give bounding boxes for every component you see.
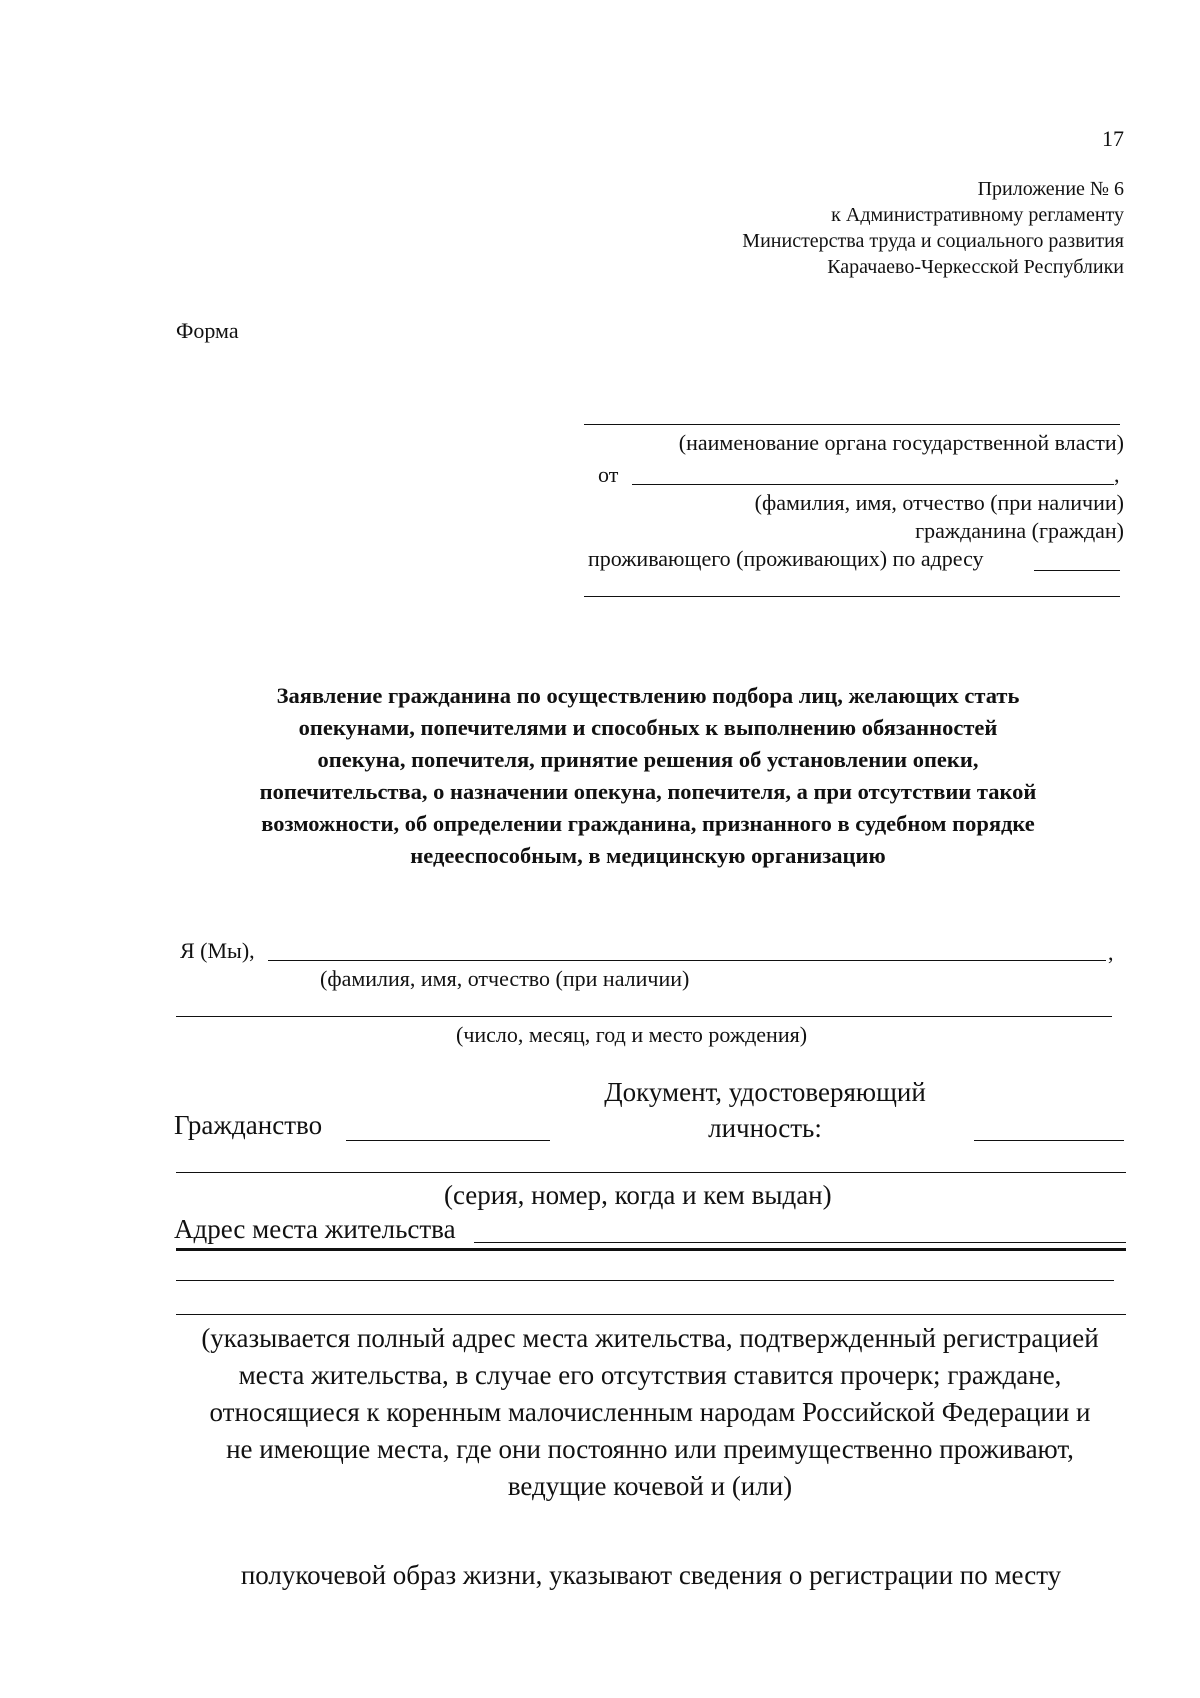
citizenship-line[interactable] [346, 1140, 550, 1141]
address-line-3[interactable] [176, 1280, 1114, 1281]
note-line-5: ведущие кочевой и (или) [507, 1471, 793, 1501]
residing-address-line-2[interactable] [584, 596, 1120, 597]
organ-name-line[interactable] [584, 424, 1120, 425]
appendix-line-1: Приложение № 6 [977, 178, 1124, 200]
residing-address-line-1[interactable] [1034, 570, 1120, 571]
from-comma: , [1114, 462, 1120, 487]
title-line-6: недееспособным, в медицинскую организацию [410, 843, 886, 868]
organ-name-caption: (наименование органа государственной власти) [678, 430, 1124, 455]
birth-caption: (число, месяц, год и место рождения) [456, 1022, 808, 1047]
appendix-block [742, 176, 1124, 280]
note-line-1: (указывается полный адрес места жительства, подтвержденный регистрацией [201, 1323, 1099, 1353]
title-line-3: опекуна, попечителя, принятие решения об установлении опеки, [317, 747, 979, 772]
appendix-line-3: Министерства труда и социального развития [742, 230, 1124, 252]
title-line-1: Заявление гражданина по осуществлению подбора лиц, желающих стать [276, 683, 1020, 708]
i-we-comma: , [1108, 940, 1114, 965]
id-document-line-2: личность: [708, 1113, 822, 1143]
document-title [176, 680, 1120, 872]
note-line-6: полукочевой образ жизни, указывают сведения о регистрации по месту [240, 1560, 1062, 1590]
from-label: от [598, 462, 619, 487]
from-fio-line[interactable] [632, 484, 1114, 485]
address-label: Адрес места жительства [174, 1214, 456, 1244]
from-fio-caption: (фамилия, имя, отчество (при наличии) [754, 490, 1124, 515]
title-line-2: опекунами, попечителями и способных к выполнению обязанностей [298, 715, 998, 740]
title-line-4: попечительства, о назначении опекуна, попечителя, а при отсутствии такой [259, 779, 1037, 804]
citizen-caption: гражданина (граждан) [915, 518, 1124, 543]
applicant-fio-caption: (фамилия, имя, отчество (при наличии) [320, 966, 690, 991]
address-line-1[interactable] [474, 1242, 1126, 1243]
residing-label: проживающего (проживающих) по адресу [588, 546, 984, 571]
id-document-line-1: Документ, удостоверяющий [604, 1077, 926, 1107]
title-line-5: возможности, об определении гражданина, признанного в судебном порядке [261, 811, 1035, 836]
note-line-2: места жительства, в случае его отсутствия ставится прочерк; граждане, [238, 1360, 1062, 1390]
id-document-short-line[interactable] [974, 1140, 1124, 1141]
note-line-3: относящиеся к коренным малочисленным народам Российской Федерации и [209, 1397, 1091, 1427]
citizenship-label: Гражданство [174, 1110, 323, 1140]
id-document-label [570, 1074, 960, 1146]
id-document-line[interactable] [176, 1172, 1126, 1173]
address-line-2[interactable] [176, 1248, 1126, 1251]
page-number: 17 [1102, 126, 1124, 151]
note-line-4: не имеющие места, где они постоянно или преимущественно проживают, [226, 1434, 1074, 1464]
appendix-line-4: Карачаево-Черкесской Республики [827, 256, 1124, 278]
i-we-label: Я (Мы), [180, 938, 255, 963]
form-label: Форма [176, 318, 239, 343]
appendix-line-2: к Административному регламенту [831, 204, 1124, 226]
birth-line[interactable] [176, 1016, 1112, 1017]
series-caption: (серия, номер, когда и кем выдан) [444, 1180, 832, 1210]
applicant-fio-line[interactable] [268, 960, 1106, 961]
address-line-4[interactable] [176, 1314, 1126, 1315]
address-note [160, 1320, 1140, 1505]
